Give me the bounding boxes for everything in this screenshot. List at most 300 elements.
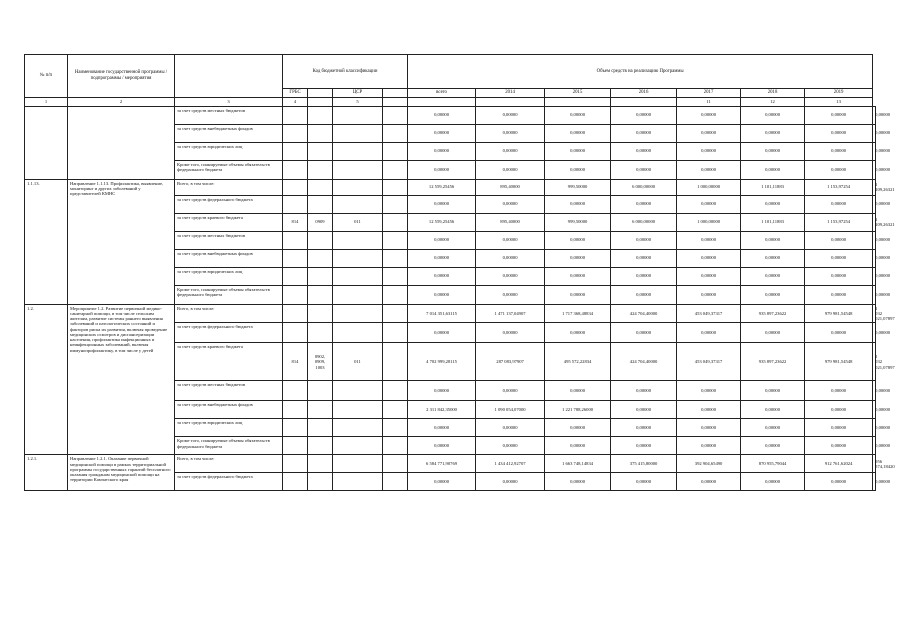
row-csr [333,381,383,401]
index-cell [308,97,333,106]
row-vr [383,473,408,491]
row-source: за счет средств местных бюджетов [175,231,283,249]
row-vr [383,419,408,437]
row-value: 0,00000 [873,195,876,213]
header-num: № п/п [25,55,68,98]
row-source: за счет средств федерального бюджета [175,323,283,343]
row-grbs [283,381,308,401]
row-value: 0,00000 [611,437,677,455]
row-value: 0,00000 [805,106,873,124]
row-vr [383,213,408,231]
row-csr [333,401,383,419]
row-value: 979 981,54548 [805,343,873,381]
row-value: 0,00000 [408,249,476,267]
row-csr [333,124,383,142]
row-grbs [283,285,308,304]
index-cell: 2 [68,97,175,106]
row-value: 0,00000 [873,231,876,249]
row-value: 0,00000 [805,160,873,179]
row-value: 0,00000 [408,473,476,491]
row-value: 0,00000 [476,231,545,249]
header-grbs: ГРБС [283,89,308,98]
row-value: 6 000,00000 [611,179,677,195]
row-csr: 011 [333,213,383,231]
row-grbs: 814 [283,213,308,231]
row-value: 0,00000 [611,419,677,437]
row-source: Кроме того, планируемые объемы обязательств федерального бюджета [175,437,283,455]
row-rzpr [308,267,333,285]
row-value: 895,40000 [476,179,545,195]
row-value: 0,00000 [873,437,876,455]
row-value: 0,00000 [476,124,545,142]
row-value: 7 014 351,63115 [408,304,476,323]
row-value: 0,00000 [545,419,611,437]
row-value: 1 209,26321 [873,213,876,231]
row-source: за счет средств федерального бюджета [175,473,283,491]
header-year-2014: 2014 [476,89,545,98]
row-rzpr: 0909 [308,213,333,231]
row-value: 0,00000 [611,267,677,285]
row-rzpr [308,106,333,124]
row-value: 0,00000 [741,267,805,285]
row-value: 0,00000 [677,124,741,142]
row-value: 979 981,54548 [805,304,873,323]
row-value: 0,00000 [873,285,876,304]
row-vr [383,401,408,419]
header-year-2017: 2017 [677,89,741,98]
row-value: 287 083,97907 [476,343,545,381]
row-value: 0,00000 [805,285,873,304]
header-year-2015: 2015 [545,89,611,98]
row-rzpr [308,437,333,455]
row-value: 0,00000 [805,401,873,419]
row-rzpr [308,401,333,419]
row-vr [383,231,408,249]
row-value: 0,00000 [611,106,677,124]
row-grbs [283,195,308,213]
row-vr [383,343,408,381]
row-value: 0,00000 [677,285,741,304]
row-value: 935 897,23622 [741,304,805,323]
row-source: Всего, в том числе: [175,304,283,323]
row-value: 453 049,37317 [677,304,741,323]
row-value: 0,00000 [805,323,873,343]
row-value: 0,00000 [611,160,677,179]
index-cell [408,97,476,106]
row-value: 0,00000 [873,142,876,160]
row-value: 0,00000 [476,381,545,401]
row-value: 0,00000 [741,419,805,437]
row-value: 0,00000 [677,473,741,491]
index-cell: 1 [25,97,68,106]
row-csr [333,195,383,213]
header-year-total: всего [408,89,476,98]
row-value: 0,00000 [805,231,873,249]
index-cell: 11 [677,97,741,106]
row-value: 0,00000 [545,437,611,455]
row-value: 0,00000 [545,249,611,267]
row-value: 0,00000 [873,419,876,437]
row-value: 0,00000 [805,267,873,285]
row-value: 0,00000 [476,249,545,267]
row-value: 0,00000 [677,323,741,343]
row-value: 935 897,23622 [741,343,805,381]
row-value: 0,00000 [408,231,476,249]
row-value: 0,00000 [476,285,545,304]
row-vr [383,106,408,124]
row-grbs [283,323,308,343]
row-vr [383,381,408,401]
row-value: 0,00000 [611,249,677,267]
row-value: 2 311 842,35000 [408,401,476,419]
row-value: 0,00000 [476,160,545,179]
index-cell [383,97,408,106]
row-value: 0,00000 [873,124,876,142]
header-name: Наименование государственной программы / подпрограммы / мероприятия [68,55,175,98]
row-code [25,106,68,179]
row-value: 0,00000 [611,381,677,401]
row-value: 0,00000 [741,323,805,343]
row-value: 1 101,11883 [741,179,805,195]
row-source: за счет средств краевого бюджета [175,213,283,231]
row-source: за счет средств юридических лиц [175,267,283,285]
row-value: 0,00000 [611,142,677,160]
row-value: 4 702 999,28115 [408,343,476,381]
row-csr [333,473,383,491]
row-value: 424 704,40000 [611,343,677,381]
row-value: 0,00000 [741,160,805,179]
row-value: 1 101,11883 [741,213,805,231]
row-grbs [283,124,308,142]
index-cell: 3 [175,97,283,106]
row-value: 0,00000 [476,473,545,491]
row-rzpr [308,249,333,267]
table-row [25,455,876,473]
row-value: 0,00000 [805,195,873,213]
row-grbs: 814 [283,343,308,381]
header-volume: Объем средств на реализацию Программы [408,55,873,89]
row-value: 1 000,00000 [677,179,741,195]
row-value: 0,00000 [741,381,805,401]
row-rzpr: 0902, 0909, 1003 [308,343,333,381]
row-source: за счет средств юридических лиц [175,419,283,437]
row-rzpr [308,231,333,249]
budget-table [24,54,895,491]
row-value: 0,00000 [408,323,476,343]
index-row [25,97,876,106]
row-value: 0,00000 [873,401,876,419]
row-value: 1 032 021,07897 [873,304,876,323]
row-value: 0,00000 [611,195,677,213]
row-grbs [283,179,308,195]
row-csr [333,106,383,124]
row-value: 1 153,97254 [805,213,873,231]
row-value: 0,00000 [741,249,805,267]
row-vr [383,249,408,267]
row-value: 0,00000 [611,124,677,142]
row-value: 0,00000 [805,142,873,160]
row-vr [383,437,408,455]
row-value: 0,00000 [677,160,741,179]
row-value: 12 559,25456 [408,213,476,231]
row-vr [383,160,408,179]
row-value: 0,00000 [741,124,805,142]
row-rzpr [308,195,333,213]
header-vr [383,89,408,98]
row-value: 0,00000 [408,267,476,285]
row-csr [333,142,383,160]
row-value: 0,00000 [476,195,545,213]
row-value: 0,00000 [611,231,677,249]
row-value: 999,50000 [545,213,611,231]
index-cell: 4 [283,97,308,106]
row-value: 895,40000 [476,213,545,231]
row-rzpr [308,124,333,142]
row-value: 0,00000 [741,195,805,213]
row-value: 0,00000 [545,160,611,179]
row-name: Направление 1.2.1. Оказание первичной медицинской помощи в рамках территориальной программы государственных гарантий бесплатного оказания гражданам медицинской помощи на территории Камчатского края [68,455,175,491]
row-source: за счет средств внебюджетных фондов [175,249,283,267]
row-value: 0,00000 [677,419,741,437]
row-value: 375 415,80000 [611,455,677,473]
row-source: за счет средств краевого бюджета [175,343,283,381]
row-vr [383,304,408,323]
row-csr: 011 [333,343,383,381]
header-rzpr [308,89,333,98]
row-value: 0,00000 [805,473,873,491]
row-vr [383,179,408,195]
row-value: 0,00000 [545,473,611,491]
row-csr [333,179,383,195]
row-value: 0,00000 [805,124,873,142]
header-row [25,55,876,89]
row-csr [333,323,383,343]
row-source: за счет средств внебюджетных фондов [175,124,283,142]
row-value: 0,00000 [677,437,741,455]
row-code: 1.2.1. [25,455,68,491]
row-rzpr [308,323,333,343]
row-grbs [283,455,308,473]
row-source: Всего, в том числе: [175,455,283,473]
row-value: 0,00000 [873,381,876,401]
row-value: 0,00000 [677,106,741,124]
row-value: 1 153,97254 [805,179,873,195]
row-rzpr [308,381,333,401]
row-rzpr [308,142,333,160]
row-value: 0,00000 [476,267,545,285]
row-value: 0,00000 [677,231,741,249]
row-value: 0,00000 [741,473,805,491]
row-value: 0,00000 [805,249,873,267]
row-grbs [283,249,308,267]
row-value: 1 434 412,92707 [476,455,545,473]
row-vr [383,142,408,160]
row-value: 0,00000 [408,285,476,304]
row-grbs [283,142,308,160]
row-value: 0,00000 [476,142,545,160]
row-value: 0,00000 [873,267,876,285]
row-vr [383,267,408,285]
row-value: 0,00000 [873,473,876,491]
header-kbk: Код бюджетной классификации [283,55,408,89]
row-value: 0,00000 [805,381,873,401]
row-grbs [283,437,308,455]
row-value: 0,00000 [677,401,741,419]
row-grbs [283,401,308,419]
row-name: Мероприятие 1.2. Развитие первичной медико-санитарной помощи, в том числе сельским жителям, развитие системы раннего выявления заболеваний и патологических состояний и факторов риска их развития, включая проведение медицинских осмотров и диспансеризации населения, профилактика инфекционных и неинфекционных заболеваний, включая иммунопрофилактику, в том числе у детей [68,304,175,455]
row-value: 1 090 054,07000 [476,401,545,419]
table-row [25,304,876,323]
row-value: 0,00000 [476,106,545,124]
row-value: 0,00000 [873,160,876,179]
header-blank [175,55,283,98]
row-value: 1 032 021,07897 [873,343,876,381]
row-csr [333,249,383,267]
row-code: 1.2. [25,304,68,455]
row-value: 0,00000 [805,419,873,437]
row-value: 0,00000 [545,267,611,285]
row-value: 0,00000 [476,437,545,455]
row-value: 0,00000 [408,106,476,124]
row-rzpr [308,304,333,323]
row-value: 1 717 368,48834 [545,304,611,323]
row-vr [383,323,408,343]
row-value: 0,00000 [741,285,805,304]
row-value: 0,00000 [545,381,611,401]
row-value: 0,00000 [408,195,476,213]
row-value: 0,00000 [408,124,476,142]
row-value: 0,00000 [476,419,545,437]
row-value: 424 704,40000 [611,304,677,323]
row-value: 0,00000 [873,249,876,267]
row-name: Направление 1.1.13. Профилактика, выявление, мониторинг и других заболеваний у представителей КМНС [68,179,175,304]
row-value: 1 663 748,14834 [545,455,611,473]
row-value: 392 904,65490 [677,455,741,473]
row-value: 0,00000 [545,106,611,124]
row-value: 0,00000 [741,231,805,249]
table-row [25,179,876,195]
row-grbs [283,160,308,179]
index-cell [611,97,677,106]
row-value: 0,00000 [545,231,611,249]
row-value: 0,00000 [545,142,611,160]
table-row [25,106,876,124]
row-value: 0,00000 [476,323,545,343]
row-value: 0,00000 [408,381,476,401]
row-csr [333,455,383,473]
index-cell: 5 [333,97,383,106]
row-value: 0,00000 [677,249,741,267]
row-rzpr [308,179,333,195]
row-value: 1 221 788,26000 [545,401,611,419]
row-grbs [283,419,308,437]
row-value: 12 559,25456 [408,179,476,195]
row-source: за счет средств внебюджетных фондов [175,401,283,419]
row-csr [333,267,383,285]
row-value: 912 761,62024 [805,455,873,473]
row-value: 453 049,37317 [677,343,741,381]
row-value: 0,00000 [741,142,805,160]
row-value: 956 574,18420 [873,455,876,473]
row-vr [383,285,408,304]
row-rzpr [308,455,333,473]
row-vr [383,455,408,473]
row-value: 0,00000 [408,160,476,179]
row-value: 0,00000 [408,419,476,437]
row-source: Всего, в том числе: [175,179,283,195]
index-cell: 13 [805,97,873,106]
row-value: 0,00000 [545,285,611,304]
row-grbs [283,304,308,323]
header-csr: ЦСР [333,89,383,98]
header-year-2019: 2019 [805,89,873,98]
row-source: за счет средств местных бюджетов [175,381,283,401]
row-csr [333,160,383,179]
row-value: 0,00000 [611,401,677,419]
row-csr [333,231,383,249]
row-value: 0,00000 [677,142,741,160]
row-source: Кроме того, планируемые объемы обязательств федерального бюджета [175,285,283,304]
row-value: 0,00000 [611,285,677,304]
row-rzpr [308,160,333,179]
row-source: Кроме того, планируемые объемы обязательств федерального бюджета [175,160,283,179]
row-grbs [283,267,308,285]
row-code: 1.1.13. [25,179,68,304]
row-value: 0,00000 [741,401,805,419]
index-cell [545,97,611,106]
row-value: 0,00000 [677,267,741,285]
row-rzpr [308,419,333,437]
row-value: 6 000,00000 [611,213,677,231]
row-value: 0,00000 [873,106,876,124]
row-value: 870 955,79044 [741,455,805,473]
row-value: 0,00000 [741,437,805,455]
row-value: 1 471 137,04907 [476,304,545,323]
row-csr [333,304,383,323]
index-cell: 12 [741,97,805,106]
row-value: 1 209,26321 [873,179,876,195]
row-value: 6 584 771,90769 [408,455,476,473]
row-vr [383,124,408,142]
row-value: 1 000,00000 [677,213,741,231]
row-value: 0,00000 [545,124,611,142]
row-rzpr [308,473,333,491]
row-value: 0,00000 [873,323,876,343]
header-year-2018: 2018 [741,89,805,98]
row-value: 0,00000 [545,195,611,213]
row-name [68,106,175,179]
row-value: 0,00000 [677,381,741,401]
row-value: 0,00000 [408,142,476,160]
row-grbs [283,231,308,249]
row-value: 0,00000 [408,437,476,455]
row-value: 495 572,22834 [545,343,611,381]
row-csr [333,437,383,455]
row-vr [383,195,408,213]
row-value: 0,00000 [611,323,677,343]
row-value: 0,00000 [611,473,677,491]
row-source: за счет средств местных бюджетов [175,106,283,124]
index-cell [476,97,545,106]
row-value: 0,00000 [677,195,741,213]
row-value: 999,50000 [545,179,611,195]
row-value: 0,00000 [741,106,805,124]
row-grbs [283,106,308,124]
row-csr [333,285,383,304]
row-source: за счет средств юридических лиц [175,142,283,160]
row-grbs [283,473,308,491]
row-csr [333,419,383,437]
